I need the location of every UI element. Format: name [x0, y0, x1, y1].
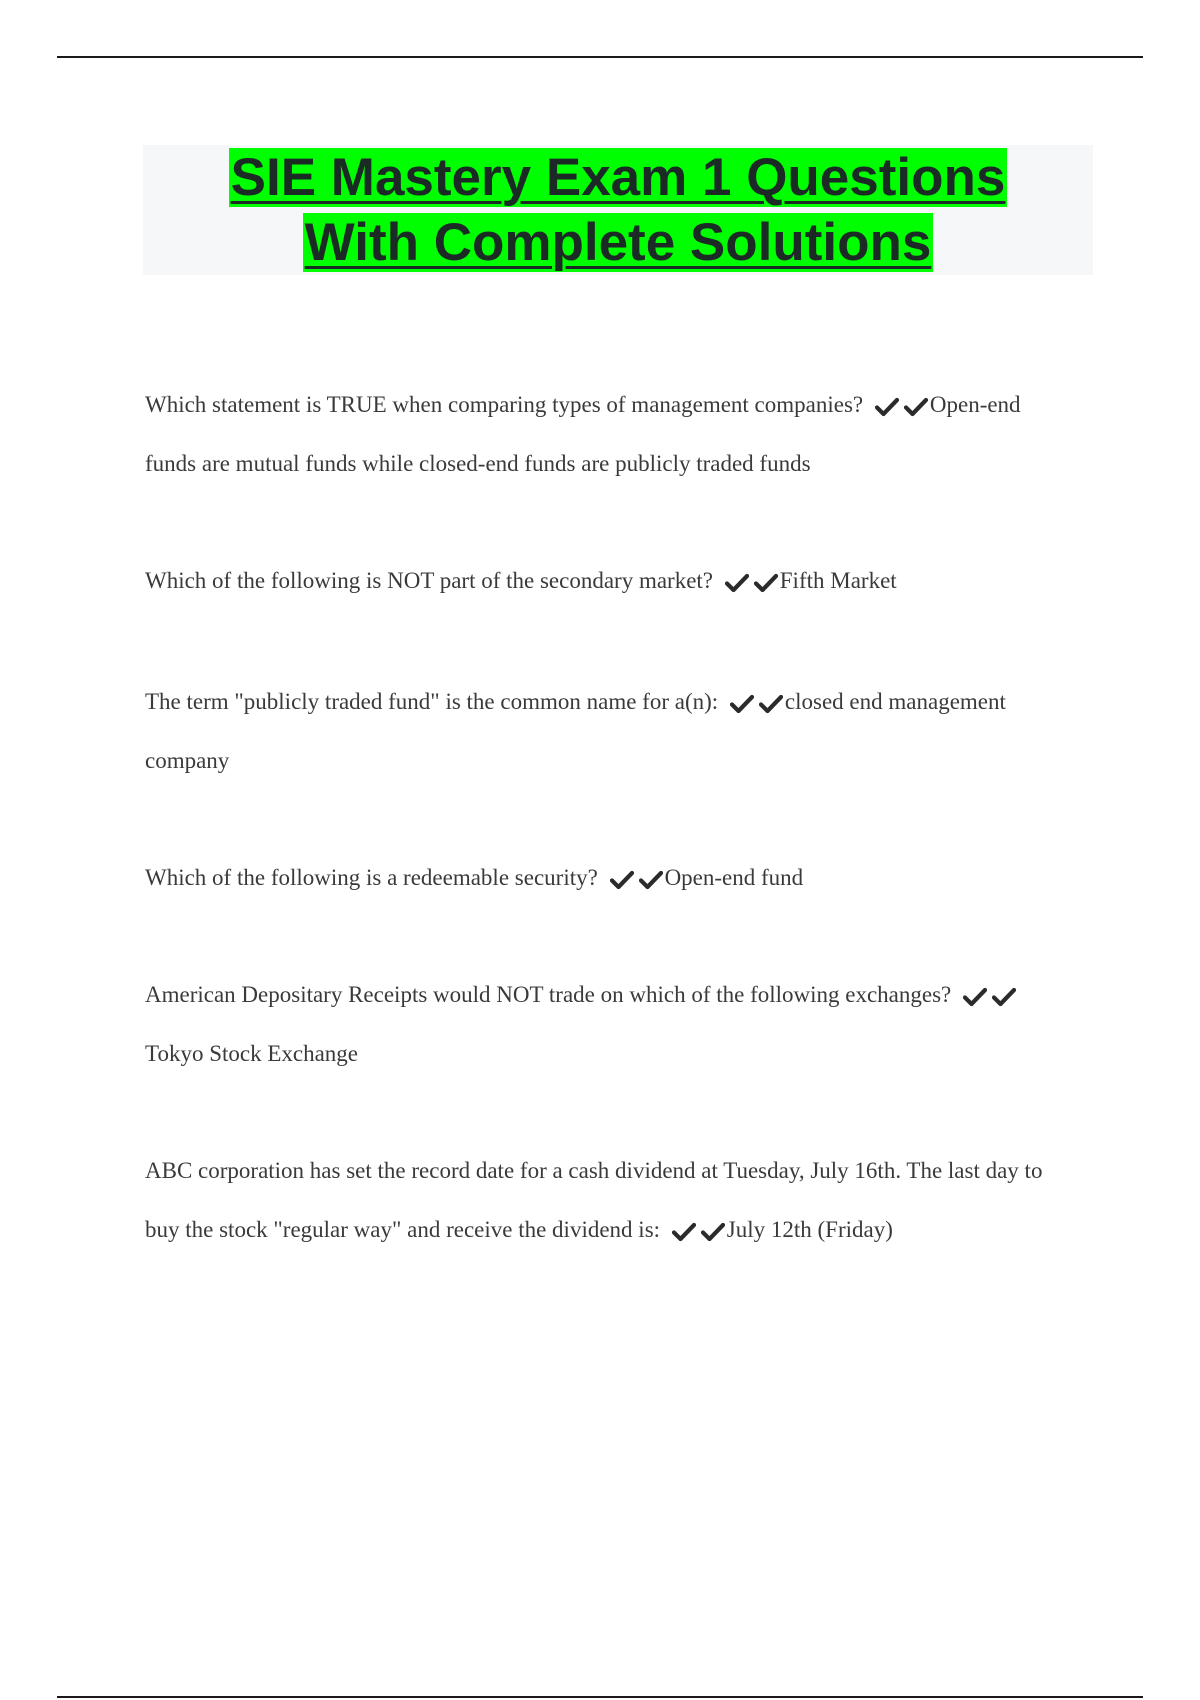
checkmark-icon [701, 1222, 725, 1242]
question-text: Which of the following is a redeemable security? [145, 865, 598, 890]
question-text: Which statement is TRUE when comparing types of management companies? [145, 392, 864, 417]
answer-text: Tokyo Stock Exchange [145, 1041, 359, 1066]
checkmark-icon [754, 573, 778, 593]
checkmark-icon [725, 573, 749, 593]
checkmark-icon [963, 987, 987, 1007]
qa-item [145, 375, 1075, 493]
title-line-1: SIE Mastery Exam 1 Questions [230, 148, 1006, 207]
question-text: American Depositary Receipts would NOT trade on which of the following exchanges? [145, 982, 952, 1007]
question-text: Which of the following is NOT part of the secondary market? [145, 568, 714, 593]
checkmark-icon [875, 397, 899, 417]
checkmark-icon [639, 870, 663, 890]
qa-item [145, 965, 1075, 1083]
question-text: ABC corporation has set the record date for a cash dividend at Tuesday, July 16th. The last day to buy the stock "regular way" and receive the dividend is: [145, 1158, 1043, 1242]
top-rule [57, 56, 1143, 58]
qa-item [145, 672, 1075, 790]
title-line-2: With Complete Solutions [304, 213, 932, 272]
qa-item [145, 1141, 1075, 1259]
document-title [143, 145, 1093, 275]
answer-text: Fifth Market [779, 568, 897, 593]
answer-text: Open-end funds are mutual funds while closed-end funds are publicly traded funds [145, 392, 1021, 476]
question-text: The term "publicly traded fund" is the common name for a(n): [145, 689, 719, 714]
qa-item [145, 848, 1075, 907]
bottom-rule [57, 1696, 1143, 1698]
qa-item [145, 551, 1075, 610]
answer-text: July 12th (Friday) [726, 1217, 893, 1242]
checkmark-icon [672, 1222, 696, 1242]
checkmark-icon [610, 870, 634, 890]
checkmark-icon [759, 694, 783, 714]
checkmark-icon [992, 987, 1016, 1007]
checkmark-icon [904, 397, 928, 417]
checkmark-icon [730, 694, 754, 714]
answer-text: Open-end fund [664, 865, 804, 890]
answer-text: closed end management company [145, 689, 1006, 773]
